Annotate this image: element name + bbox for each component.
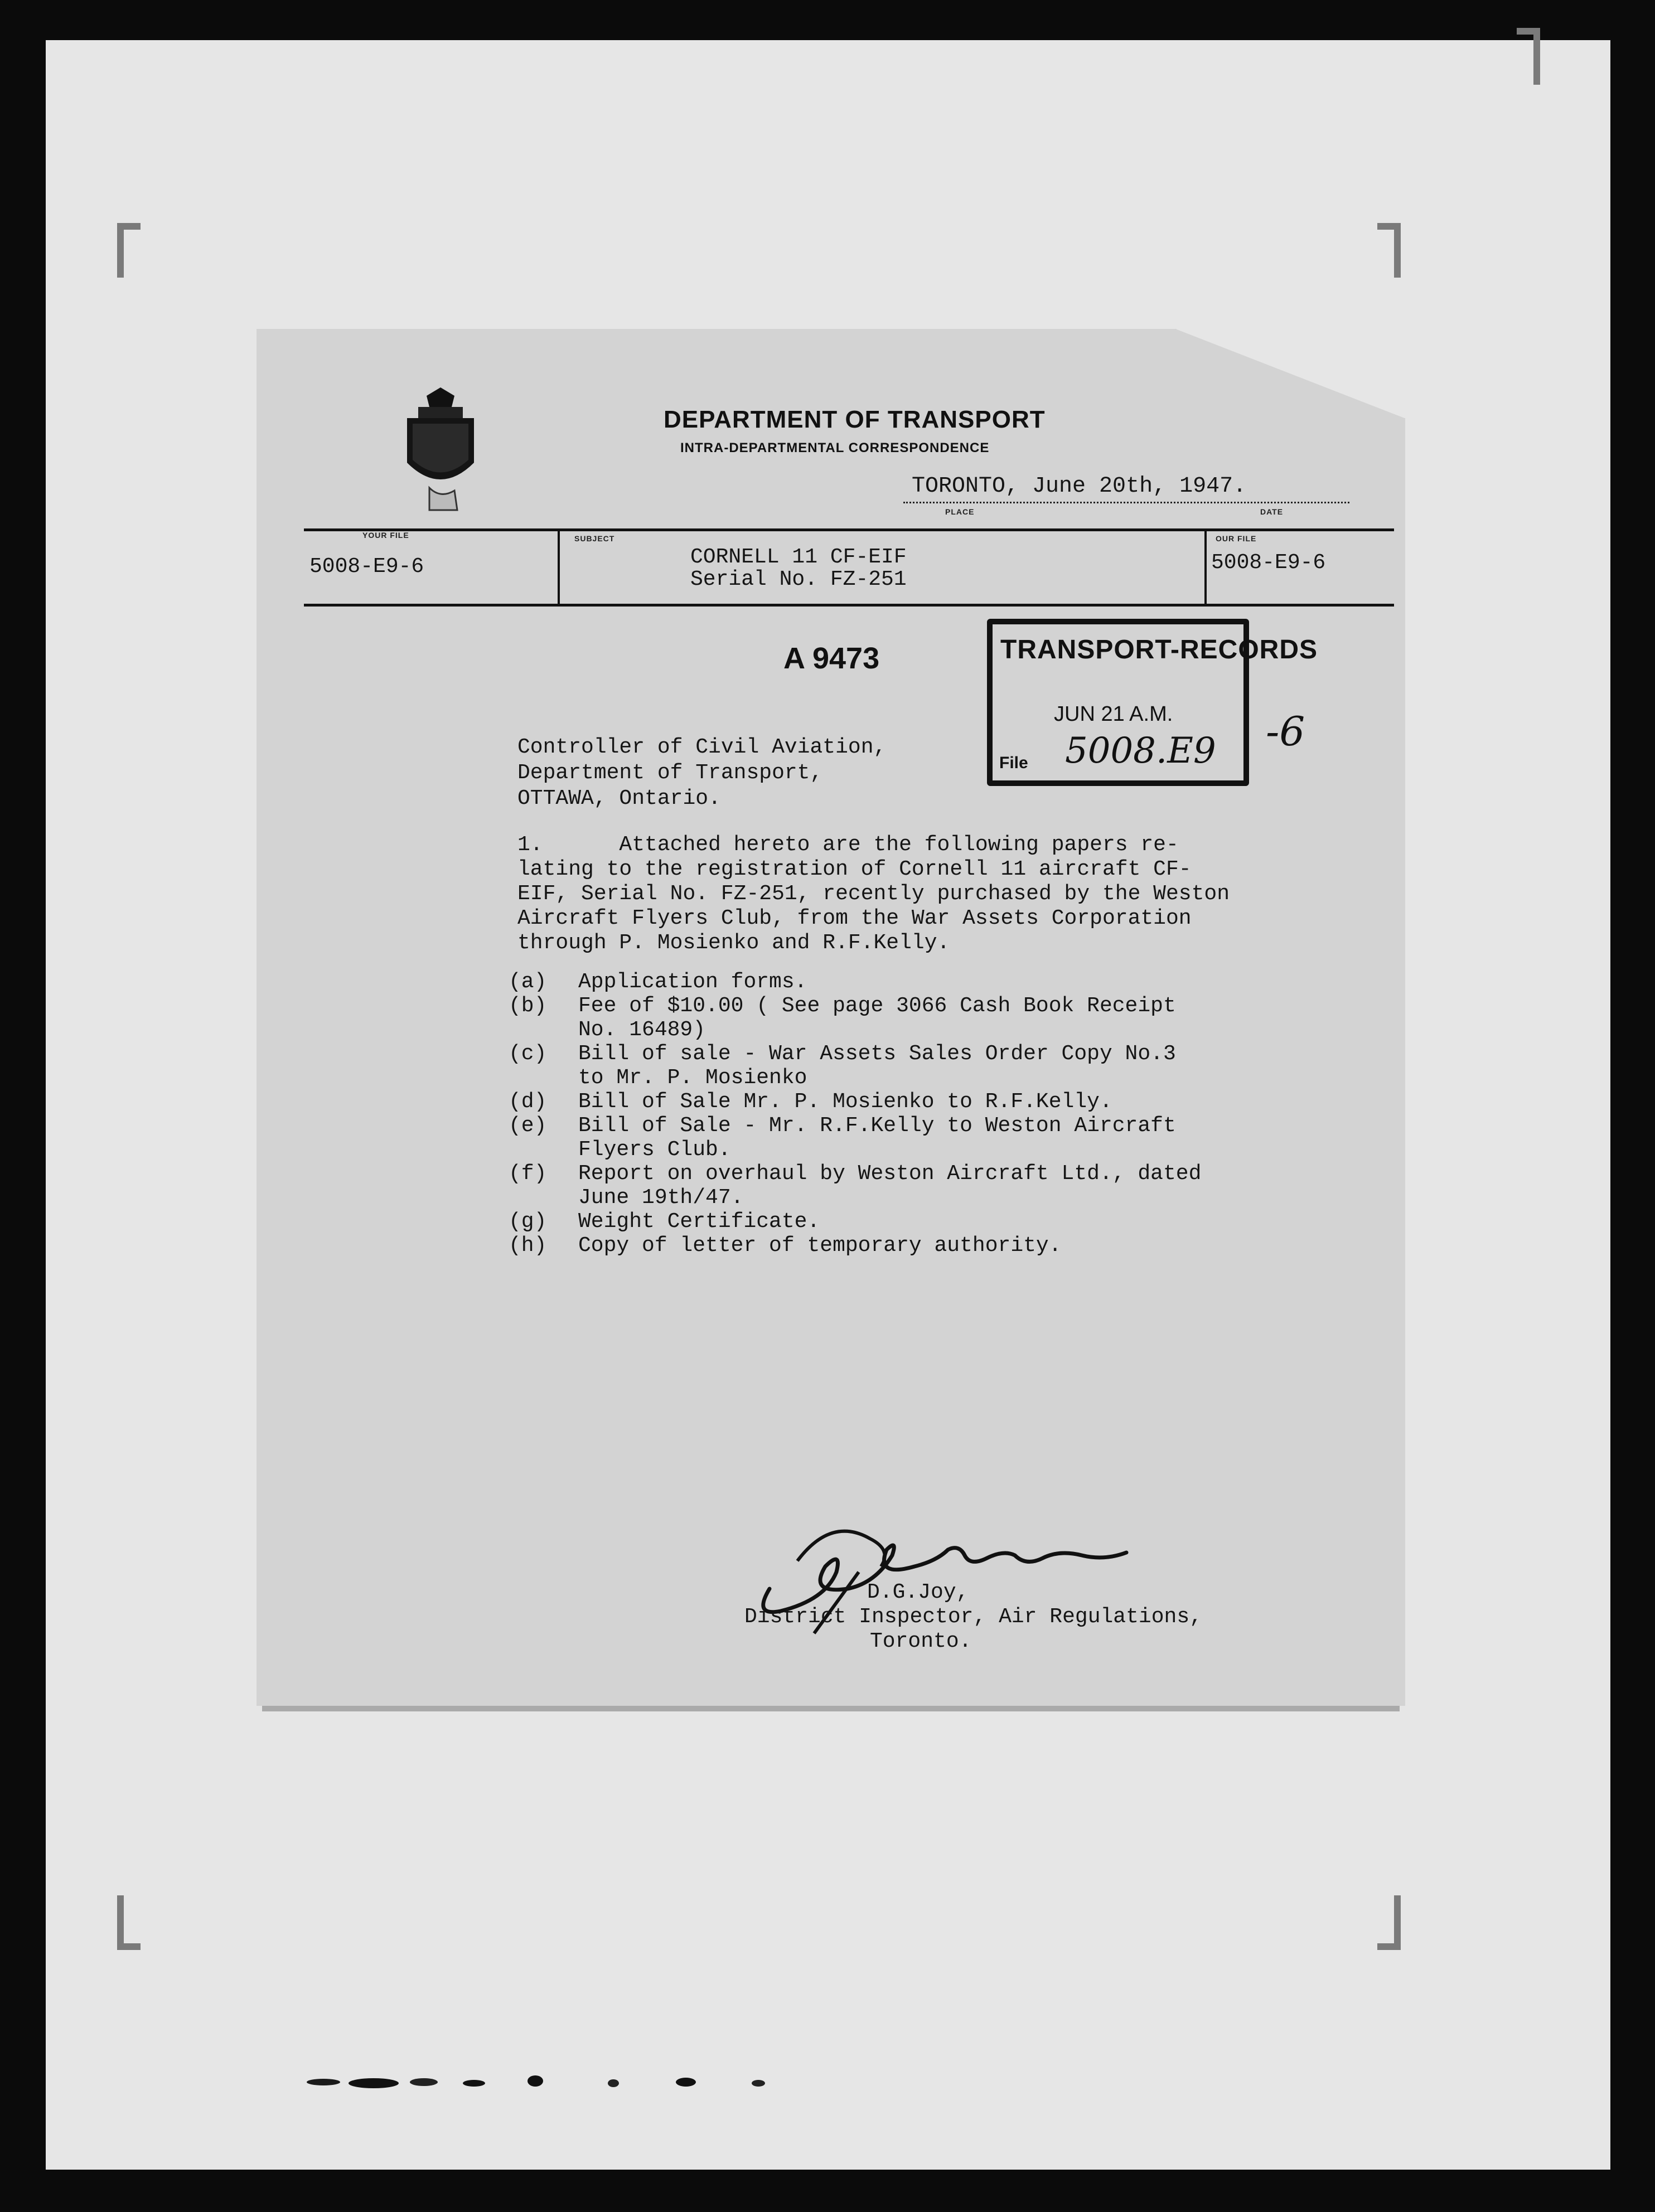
- file-row-divider-left: [558, 528, 560, 604]
- department-title: DEPARTMENT OF TRANSPORT: [664, 406, 1046, 433]
- our-file-number: 5008-E9-6: [1211, 551, 1326, 575]
- addressee-block: [517, 735, 886, 812]
- enclosure-list: [509, 970, 1201, 1258]
- signature-block: [744, 1580, 1202, 1654]
- stamp-handwritten-file: 5008.E9: [1065, 730, 1216, 772]
- enclosure-item: (g) Weight Certificate.: [509, 1210, 820, 1234]
- crop-mark-top-right-edge: [1517, 28, 1540, 85]
- addressee-line-3: OTTAWA, Ontario.: [517, 787, 721, 811]
- your-file-number: 5008-E9-6: [309, 555, 424, 579]
- enclosure-item: (h) Copy of letter of temporary authority.: [509, 1234, 1062, 1258]
- your-file-label: YOUR FILE: [362, 531, 409, 540]
- place-label: PLACE: [945, 507, 975, 516]
- enclosure-item: (e) Bill of Sale - Mr. R.F.Kelly to Weston Aircraft: [509, 1114, 1176, 1138]
- signatory-title: District Inspector, Air Regulations,: [744, 1605, 1202, 1629]
- subject-label: SUBJECT: [574, 534, 615, 543]
- reference-number: A 9473: [783, 642, 880, 675]
- paragraph-line-4: Aircraft Flyers Club, from the War Assets Corporation: [517, 906, 1192, 930]
- enclosure-item: (d) Bill of Sale Mr. P. Mosienko to R.F.Kelly.: [509, 1090, 1112, 1114]
- enclosure-item-cont: June 19th/47.: [578, 1186, 744, 1210]
- crop-mark-top-right: [1377, 223, 1401, 278]
- enclosure-item-cont: No. 16489): [578, 1018, 706, 1042]
- place-date-underline: [903, 502, 1349, 503]
- paragraph-line-1: 1. Attached hereto are the following papers re-: [517, 833, 1179, 857]
- enclosure-item: (a) Application forms.: [509, 970, 807, 994]
- enclosure-item-cont: Flyers Club.: [578, 1138, 731, 1162]
- subject-line-2: Serial No. FZ-251: [690, 567, 907, 591]
- paragraph-line-5: through P. Mosienko and R.F.Kelly.: [517, 931, 950, 955]
- addressee-line-1: Controller of Civil Aviation,: [517, 735, 887, 759]
- crop-mark-bottom-left: [117, 1895, 141, 1950]
- enclosure-item-cont: to Mr. P. Mosienko: [578, 1066, 807, 1090]
- paragraph-line-3: EIF, Serial No. FZ-251, recently purchased by the Weston: [517, 882, 1230, 906]
- coat-of-arms-icon: [396, 385, 485, 513]
- film-edge-specks: [301, 2071, 803, 2093]
- date-label: DATE: [1260, 507, 1284, 516]
- enclosure-item: (f) Report on overhaul by Weston Aircraft Ltd., dated: [509, 1162, 1202, 1186]
- stamp-heading: TRANSPORT-RECORDS: [1000, 635, 1318, 664]
- our-file-label: OUR FILE: [1216, 534, 1257, 543]
- crop-mark-top-left: [117, 223, 141, 278]
- signatory-name: D.G.Joy,: [867, 1580, 969, 1604]
- place-date: TORONTO, June 20th, 1947.: [912, 474, 1247, 499]
- crop-mark-bottom-right: [1377, 1895, 1401, 1950]
- enclosure-item: (c) Bill of sale - War Assets Sales Order Copy No.3: [509, 1042, 1176, 1066]
- enclosure-item: (b) Fee of $10.00 ( See page 3066 Cash Book Receipt: [509, 994, 1176, 1018]
- file-row-divider-right: [1204, 528, 1207, 604]
- department-subtitle: INTRA-DEPARTMENTAL CORRESPONDENCE: [680, 440, 990, 455]
- body-paragraph: [517, 833, 1230, 955]
- signatory-city: Toronto.: [870, 1629, 972, 1653]
- addressee-line-2: Department of Transport,: [517, 761, 823, 785]
- subject-line-1: CORNELL 11 CF-EIF: [690, 545, 907, 569]
- paragraph-line-2: lating to the registration of Cornell 11 aircraft CF-: [517, 857, 1192, 881]
- stamp-file-label: File: [999, 754, 1028, 772]
- stamp-received-date: JUN 21 A.M.: [1054, 702, 1173, 726]
- transport-records-stamp: [987, 619, 1318, 786]
- handwritten-file-suffix: -6: [1266, 708, 1305, 755]
